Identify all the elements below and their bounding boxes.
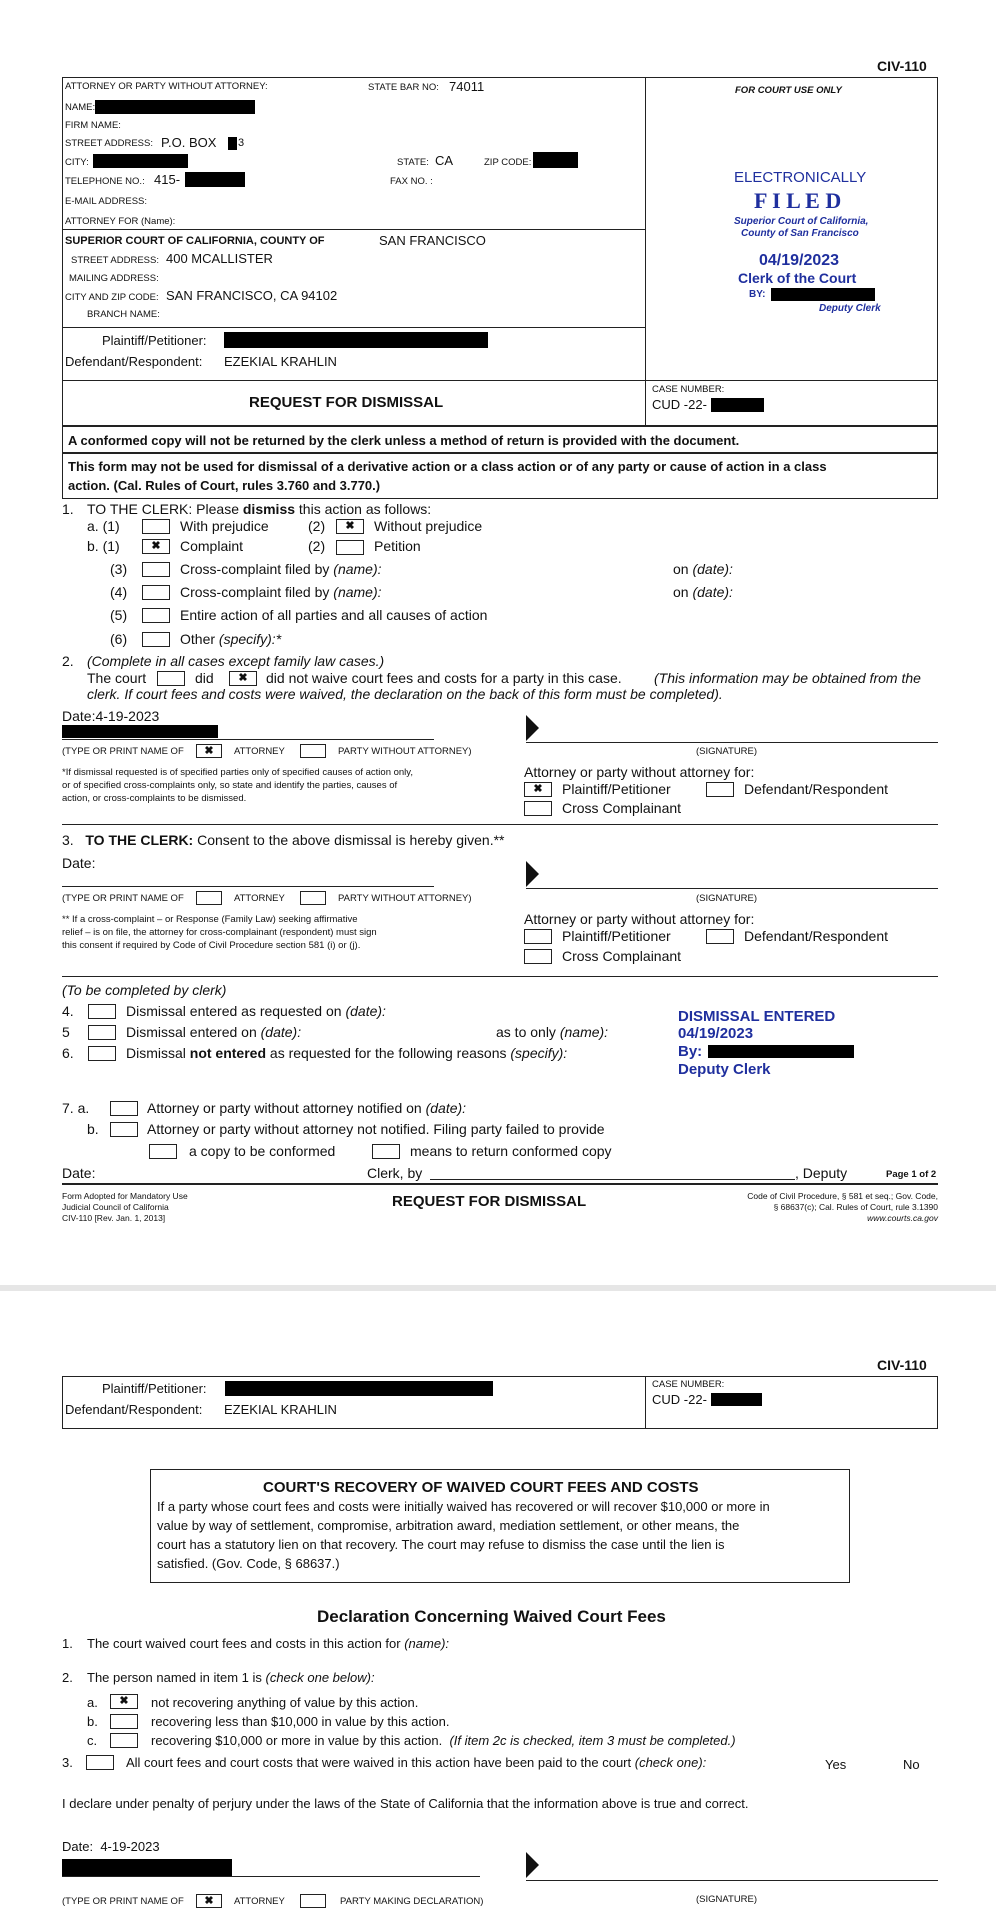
decl-2-main: The person named in item 1 is (87, 1670, 266, 1685)
date-italic-1: (date): (692, 561, 733, 577)
date-value-1: 4-19-2023 (95, 708, 160, 724)
recovery-l2: value by way of settlement, compromise, arbitration award, mediation settlement, or other means, the (157, 1518, 740, 1533)
item1-intro-a: TO THE CLERK: Please (87, 501, 243, 517)
dismissal-stamp-l1: DISMISSAL ENTERED (678, 1008, 836, 1025)
cross-complainant-checkbox-2[interactable] (524, 949, 552, 964)
redaction-case-number (711, 398, 764, 412)
other-label (180, 631, 281, 647)
plaintiff-label: Plaintiff/Petitioner: (102, 333, 207, 348)
city-label: CITY: (65, 157, 89, 168)
decl-2-num: 2. (62, 1670, 73, 1685)
item2-complete: (Complete in all cases except family law cases.) (87, 653, 385, 669)
item2-info: (This information may be obtained from the (654, 670, 921, 686)
decl-3-main: All court fees and court costs that were waived in this action have been paid to the court (126, 1755, 635, 1770)
attorney-label-p2: ATTORNEY (234, 1896, 285, 1907)
item4-text-main: Dismissal entered as requested on (126, 1003, 346, 1019)
means-label: means to return conformed copy (410, 1143, 612, 1159)
plaintiff-checkbox-2[interactable] (524, 929, 552, 944)
case-number-label-p2: CASE NUMBER: (652, 1379, 725, 1390)
type-print-1: (TYPE OR PRINT NAME OF (62, 746, 184, 757)
clerk-deputy-label: , Deputy (795, 1165, 848, 1181)
item1a2-label: (2) (308, 518, 326, 534)
cross-complainant-checkbox-1[interactable] (524, 801, 552, 816)
decl-1-text (87, 1636, 449, 1651)
state-bar-value: 74011 (449, 79, 485, 94)
mailing-label: MAILING ADDRESS: (69, 273, 159, 284)
item7b-text: Attorney or party without attorney not notified. Filing party failed to provide (147, 1121, 605, 1137)
plaintiff-checkbox-1[interactable]: ✖ (524, 782, 552, 797)
complaint-label: Complaint (180, 538, 244, 554)
item7b-num: b. (87, 1121, 99, 1137)
court-street-value: 400 MCALLISTER (166, 251, 273, 266)
notice-2-line1: This form may not be used for dismissal of a derivative action or a class action or of any party or cause of action in a class (68, 459, 827, 474)
stamp-filed: F I L E D (754, 188, 842, 213)
item5-text-main: Dismissal entered on (126, 1024, 261, 1040)
with-prejudice-label: With prejudice (180, 518, 269, 534)
cross-complaint-2-name: (name): (333, 584, 382, 600)
item5-as-to-name: (name): (559, 1024, 609, 1040)
redaction-clerk-by (771, 288, 875, 301)
cross-complaint-1-date (673, 561, 733, 577)
cross-complaint-2-date (673, 584, 733, 600)
item3-text: Consent to the above dismissal is hereby given.** (193, 832, 505, 848)
stamp-deputy: Deputy Clerk (819, 303, 881, 314)
complaint-checkbox[interactable]: ✖ (142, 539, 170, 554)
footnote1-l1: *If dismissal requested is of specified parties only of specified causes of action only, (62, 767, 413, 778)
entire-action-label: Entire action of all parties and all causes of action (180, 607, 488, 623)
party-without-checkbox-1[interactable] (300, 744, 326, 758)
firm-label: FIRM NAME: (65, 120, 121, 131)
item1b-label: b. (1) (87, 538, 120, 554)
form-title: REQUEST FOR DISMISSAL (249, 394, 444, 411)
petition-label: Petition (374, 538, 421, 554)
item6-text-c: as requested for the following reasons (266, 1045, 511, 1061)
attorney-label-2: ATTORNEY (234, 893, 285, 904)
decl-3-yes[interactable]: Yes (825, 1757, 847, 1772)
case-number-value: CUD -22- (652, 397, 707, 412)
signature-arrow-p2 (526, 1852, 539, 1878)
item3 (62, 832, 505, 848)
item2-did-not: did not waive court fees and costs for a party in this case. (266, 670, 622, 686)
recovery-l1: If a party whose court fees and costs were initially waived has recovered or will recover $10,000 or more in (157, 1499, 770, 1514)
party-without-checkbox-2[interactable] (300, 891, 326, 905)
attorney-checkbox-2[interactable] (196, 891, 222, 905)
decl-2-check: (check one below): (265, 1670, 375, 1685)
defendant-value: EZEKIAL KRAHLIN (224, 354, 337, 369)
date-label-2: Date: (62, 855, 96, 871)
signature-label-1: (SIGNATURE) (696, 746, 758, 757)
party-making-label-p2: PARTY MAKING DECLARATION) (340, 1896, 484, 1907)
redaction-po-box (228, 137, 237, 150)
cross-complaint-2-checkbox[interactable] (142, 585, 170, 600)
defendant-label-1: Defendant/Respondent (744, 781, 888, 797)
page-of-1: Page 1 of 2 (886, 1169, 937, 1180)
form-id: CIV-110 (877, 58, 927, 74)
cross-complainant-label-1: Cross Complainant (562, 800, 682, 816)
form-page-2 (0, 1291, 996, 1926)
cross-complaint-2-text: Cross-complaint filed by (180, 584, 334, 600)
other-text: Other (180, 631, 219, 647)
decl-2c-checkbox[interactable] (110, 1733, 138, 1748)
state-bar-label: STATE BAR NO: (368, 82, 439, 93)
footnote2-l1: ** If a cross-complaint – or Response (Family Law) seeking affirmative (62, 914, 358, 925)
clerk-heading: (To be completed by clerk) (62, 982, 227, 998)
notice-1: A conformed copy will not be returned by the clerk unless a method of return is provided with the document. (68, 433, 740, 448)
item6-text-specify: (specify): (510, 1045, 568, 1061)
decl-2b-label: b. (87, 1714, 98, 1729)
cross-complaint-1-text: Cross-complaint filed by (180, 561, 334, 577)
city-zip-label: CITY AND ZIP CODE: (65, 292, 159, 303)
other-checkbox[interactable] (142, 632, 170, 647)
court-did-not-checkbox[interactable]: ✖ (229, 671, 257, 686)
item4-text-date: (date): (345, 1003, 386, 1019)
footer-right-2: § 68637(c); Cal. Rules of Court, rule 3.1390 (773, 1202, 938, 1212)
redaction-plaintiff-p2 (225, 1381, 493, 1396)
date-italic-2: (date): (692, 584, 733, 600)
footer-left-2: Judicial Council of California (62, 1202, 169, 1212)
entire-action-checkbox[interactable] (142, 608, 170, 623)
recovery-title: COURT'S RECOVERY OF WAIVED COURT FEES AND COSTS (263, 1479, 699, 1496)
decl-2c-note: (If item 2c is checked, item 3 must be completed.) (449, 1733, 736, 1748)
footer-left-1: Form Adopted for Mandatory Use (62, 1191, 188, 1201)
redaction-tel (185, 172, 245, 187)
defendant-checkbox-1[interactable] (706, 782, 734, 797)
item5-text (126, 1024, 301, 1040)
item6-checkbox[interactable] (88, 1046, 116, 1061)
cross-complaint-1-checkbox[interactable] (142, 562, 170, 577)
item1-6-label: (6) (110, 631, 128, 647)
redaction-signer-name (62, 725, 218, 738)
plaintiff-label-p2: Plaintiff/Petitioner: (102, 1381, 207, 1396)
dismissal-stamp-deputy: Deputy Clerk (678, 1061, 771, 1078)
tel-label: TELEPHONE NO.: (65, 176, 145, 187)
notice-2-line2: action. (Cal. Rules of Court, rules 3.760 and 3.770.) (68, 478, 381, 493)
defendant-value-p2: EZEKIAL KRAHLIN (224, 1402, 337, 1417)
declaration-title: Declaration Concerning Waived Court Fees (317, 1607, 666, 1626)
footer-right-3: www.courts.ca.gov (867, 1213, 938, 1223)
state-value: CA (435, 153, 454, 168)
redaction-zip (533, 152, 578, 168)
plaintiff-label-1: Plaintiff/Petitioner (562, 781, 671, 797)
decl-2a-text: not recovering anything of value by this action. (151, 1695, 419, 1710)
without-prejudice-label: Without prejudice (374, 518, 483, 534)
redaction-case-number-p2 (711, 1393, 762, 1406)
street-value: P.O. BOX (161, 135, 217, 150)
case-number-label: CASE NUMBER: (652, 384, 725, 395)
footnote2-l2: relief – is on file, the attorney for cross-complainant (respondent) must sign (62, 927, 377, 938)
item7a-text (147, 1100, 466, 1116)
footnote1-l3: action, or cross-complaints to be dismissed. (62, 793, 247, 804)
decl-2b-text: recovering less than $10,000 in value by this action. (151, 1714, 450, 1729)
party-without-label-2: PARTY WITHOUT ATTORNEY) (338, 893, 472, 904)
decl-2c-main: recovering $10,000 or more in value by this action. (151, 1733, 443, 1748)
fax-label: FAX NO. : (390, 176, 433, 187)
decl-date-value: 4-19-2023 (100, 1839, 160, 1854)
party-making-checkbox-p2[interactable] (300, 1894, 326, 1908)
item1-5-label: (5) (110, 607, 128, 623)
decl-2-text (87, 1670, 375, 1685)
decl-3-no[interactable]: No (903, 1757, 920, 1772)
attorney-label-1: ATTORNEY (234, 746, 285, 757)
item5-checkbox[interactable] (88, 1025, 116, 1040)
item1a-label: a. (1) (87, 518, 120, 534)
conform-label: a copy to be conformed (189, 1143, 336, 1159)
on-label-2: on (673, 584, 693, 600)
decl-3-text (126, 1755, 706, 1770)
item5-as-to-text: as to only (496, 1024, 560, 1040)
clerk-date-label: Date: (62, 1165, 96, 1181)
defendant-checkbox-2[interactable] (706, 929, 734, 944)
state-label: STATE: (397, 157, 429, 168)
cross-complaint-1-label (180, 561, 382, 577)
item4-checkbox[interactable] (88, 1004, 116, 1019)
item7-num: 7. a. (62, 1100, 90, 1116)
item1-4-label: (4) (110, 584, 128, 600)
item6-text-not-entered: not entered (189, 1045, 267, 1061)
decl-1-main: The court waived court fees and costs in this action for (87, 1636, 405, 1651)
recovery-l3: court has a statutory lien on that recovery. The court may refuse to dismiss the case until the lien is (157, 1537, 725, 1552)
decl-2a-checkbox[interactable]: ✖ (110, 1694, 138, 1709)
stamp-court-line2: County of San Francisco (741, 228, 859, 239)
court-label: SUPERIOR COURT OF CALIFORNIA, COUNTY OF (65, 235, 325, 247)
type-print-p2: (TYPE OR PRINT NAME OF (62, 1896, 184, 1907)
decl-2b-checkbox[interactable] (110, 1714, 138, 1729)
redaction-dismissal-by (708, 1045, 854, 1058)
item4-num: 4. (62, 1003, 74, 1019)
footer-right-1: Code of Civil Procedure, § 581 et seq.; Gov. Code, (747, 1191, 938, 1201)
item1-intro (87, 501, 431, 517)
court-street-label: STREET ADDRESS: (71, 255, 159, 266)
item2-num: 2. (62, 653, 74, 669)
attorney-label: ATTORNEY OR PARTY WITHOUT ATTORNEY: (65, 81, 268, 92)
on-label-1: on (673, 561, 693, 577)
item2-line2: clerk. If court fees and costs were waived, the declaration on the back of this form must be completed). (87, 686, 723, 702)
decl-3-check: (check one): (634, 1755, 707, 1770)
redaction-plaintiff (224, 332, 488, 348)
other-specify: (specify):* (218, 631, 282, 647)
decl-2c-text (151, 1733, 736, 1748)
decl-2a-label: a. (87, 1695, 98, 1710)
footnote1-l2: or of specified cross-complaints only, so state and identify the parties, causes of (62, 780, 398, 791)
without-prejudice-checkbox[interactable]: ✖ (336, 519, 364, 534)
redaction-decl-name (62, 1859, 232, 1876)
decl-3-num: 3. (62, 1755, 73, 1770)
party-without-label-1: PARTY WITHOUT ATTORNEY) (338, 746, 472, 757)
item6-num: 6. (62, 1045, 74, 1061)
item1-num: 1. (62, 501, 74, 517)
tel-value: 415- (154, 172, 181, 187)
item1-intro-c: this action as follows: (295, 501, 432, 517)
item4-text (126, 1003, 386, 1019)
means-checkbox[interactable] (372, 1144, 400, 1159)
court-did-checkbox[interactable] (157, 671, 185, 686)
footnote2-l3: this consent if required by Code of Civil Procedure section 581 (i) or (j). (62, 940, 361, 951)
attorney-checkbox-1[interactable]: ✖ (196, 744, 222, 758)
item2-court-text: The court (87, 670, 147, 686)
signature-label-p2: (SIGNATURE) (696, 1894, 758, 1905)
dismissal-stamp-l2: 04/19/2023 (678, 1025, 754, 1042)
attorney-for-label: ATTORNEY FOR (Name): (65, 216, 176, 227)
item5-as-to (496, 1024, 608, 1040)
stamp-court-line1: Superior Court of California, (734, 216, 869, 227)
form-id-2: CIV-110 (877, 1357, 927, 1373)
stamp-clerk: Clerk of the Court (738, 270, 857, 286)
stamp-electronically: ELECTRONICALLY (734, 169, 867, 186)
signature-label-2: (SIGNATURE) (696, 893, 758, 904)
name-label: NAME: (65, 102, 96, 113)
decl-1-name: (name): (404, 1636, 450, 1651)
cross-complainant-label-2: Cross Complainant (562, 948, 682, 964)
decl-2c-label: c. (87, 1733, 98, 1748)
clerk-by-label: Clerk, by (367, 1165, 423, 1181)
signature-arrow-1 (526, 715, 539, 741)
decl-date (62, 1839, 160, 1854)
item3-num: 3. (62, 832, 74, 848)
footer-center-title: REQUEST FOR DISMISSAL (392, 1193, 587, 1210)
redaction-city (93, 154, 188, 168)
stamp-date: 04/19/2023 (759, 252, 840, 269)
dismissal-stamp-by: By: (678, 1043, 703, 1060)
city-zip-value: SAN FRANCISCO, CA 94102 (166, 288, 338, 303)
item1b2-label: (2) (308, 538, 326, 554)
signature-arrow-2 (526, 861, 539, 887)
item7b-checkbox[interactable] (110, 1122, 138, 1137)
defendant-label-p2: Defendant/Respondent: (65, 1402, 203, 1417)
county-value: SAN FRANCISCO (379, 233, 486, 248)
plaintiff-label-2: Plaintiff/Petitioner (562, 928, 671, 944)
item6-text (126, 1045, 567, 1061)
defendant-label: Defendant/Respondent: (65, 354, 203, 369)
date-label-1-text: Date: (62, 708, 96, 724)
item1-3-label: (3) (110, 561, 128, 577)
email-label: E-MAIL ADDRESS: (65, 196, 148, 207)
case-number-value-p2: CUD -22- (652, 1392, 707, 1407)
petition-checkbox[interactable] (336, 540, 364, 555)
stamp-by-label: BY: (749, 289, 766, 300)
declare-text: I declare under penalty of perjury under the laws of the State of California that the information above is true and correct. (62, 1796, 749, 1811)
item1-intro-dismiss: dismiss (242, 501, 296, 517)
conform-checkbox[interactable] (149, 1144, 177, 1159)
item2-did: did (195, 670, 214, 686)
decl-date-label: Date: (62, 1839, 94, 1854)
cross-complaint-1-name: (name): (333, 561, 382, 577)
item7a-checkbox[interactable] (110, 1101, 138, 1116)
attorney-checkbox-p2[interactable]: ✖ (196, 1894, 222, 1908)
recovery-l4: satisfied. (Gov. Code, § 68637.) (157, 1556, 340, 1571)
decl-1-num: 1. (62, 1636, 73, 1651)
item3-bold: TO THE CLERK: (85, 832, 194, 848)
street-label: STREET ADDRESS: (65, 138, 153, 149)
attorney-for-1: Attorney or party without attorney for: (524, 764, 755, 780)
with-prejudice-checkbox[interactable] (142, 519, 170, 534)
item7a-text-main: Attorney or party without attorney notified on (147, 1100, 426, 1116)
zip-label: ZIP CODE: (484, 157, 532, 168)
item7a-text-date: (date): (425, 1100, 467, 1116)
date-label-1 (62, 708, 159, 724)
court-use-label: FOR COURT USE ONLY (735, 85, 842, 96)
footer-left-3: CIV-110 [Rev. Jan. 1, 2013] (62, 1213, 166, 1223)
attorney-for-2: Attorney or party without attorney for: (524, 911, 755, 927)
redaction-name (95, 100, 255, 114)
item5-num: 5 (62, 1024, 70, 1040)
street-tail: 3 (238, 137, 245, 149)
type-print-2: (TYPE OR PRINT NAME OF (62, 893, 184, 904)
item5-text-date: (date): (260, 1024, 302, 1040)
cross-complaint-2-label (180, 584, 382, 600)
item6-text-a: Dismissal (126, 1045, 190, 1061)
defendant-label-2: Defendant/Respondent (744, 928, 888, 944)
branch-label: BRANCH NAME: (87, 309, 160, 320)
decl-3-checkbox[interactable] (86, 1755, 114, 1770)
